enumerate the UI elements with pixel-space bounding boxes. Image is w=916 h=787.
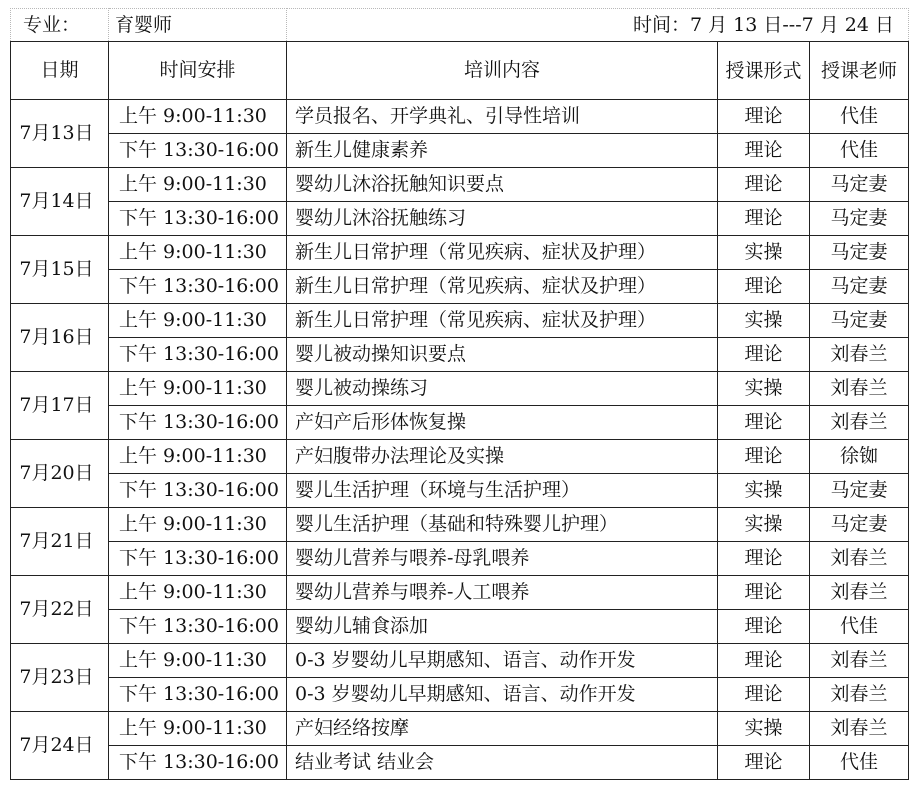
time-cell: 下午 13:30-16:00	[109, 542, 287, 576]
content-cell: 婴幼儿沐浴抚触练习	[287, 202, 718, 236]
type-cell: 理论	[718, 610, 810, 644]
content-cell: 结业考试 结业会	[287, 746, 718, 780]
date-cell: 7月13日	[11, 100, 109, 168]
type-cell: 理论	[718, 440, 810, 474]
table-row	[11, 576, 909, 610]
type-cell: 实操	[718, 236, 810, 270]
col-header-type: 授课形式	[718, 42, 810, 100]
type-cell: 理论	[718, 746, 810, 780]
time-cell: 上午 9:00-11:30	[109, 576, 287, 610]
content-cell: 新生儿日常护理（常见疾病、症状及护理）	[287, 236, 718, 270]
training-period: 时间：7 月 13 日---7 月 24 日	[287, 9, 909, 42]
teacher-cell: 马定妻	[810, 270, 909, 304]
type-cell: 理论	[718, 270, 810, 304]
teacher-cell: 代佳	[810, 746, 909, 780]
teacher-cell: 马定妻	[810, 508, 909, 542]
type-cell: 理论	[718, 100, 810, 134]
time-cell: 下午 13:30-16:00	[109, 134, 287, 168]
teacher-cell: 马定妻	[810, 236, 909, 270]
content-cell: 产妇经络按摩	[287, 712, 718, 746]
content-cell: 婴儿生活护理（基础和特殊婴儿护理）	[287, 508, 718, 542]
column-header-row	[11, 42, 909, 100]
table-row	[11, 134, 909, 168]
table-row	[11, 202, 909, 236]
time-cell: 上午 9:00-11:30	[109, 508, 287, 542]
type-cell: 实操	[718, 372, 810, 406]
content-cell: 婴儿生活护理（环境与生活护理）	[287, 474, 718, 508]
time-cell: 上午 9:00-11:30	[109, 236, 287, 270]
time-cell: 上午 9:00-11:30	[109, 100, 287, 134]
content-cell: 产妇腹带办法理论及实操	[287, 440, 718, 474]
teacher-cell: 徐铷	[810, 440, 909, 474]
table-row	[11, 746, 909, 780]
type-cell: 理论	[718, 202, 810, 236]
table-row	[11, 440, 909, 474]
date-cell: 7月21日	[11, 508, 109, 576]
time-cell: 下午 13:30-16:00	[109, 746, 287, 780]
teacher-cell: 刘春兰	[810, 712, 909, 746]
time-cell: 下午 13:30-16:00	[109, 474, 287, 508]
table-row	[11, 100, 909, 134]
content-cell: 婴幼儿营养与喂养-人工喂养	[287, 576, 718, 610]
teacher-cell: 刘春兰	[810, 338, 909, 372]
header-row	[11, 9, 909, 42]
schedule-table	[10, 8, 909, 780]
teacher-cell: 代佳	[810, 610, 909, 644]
content-cell: 婴幼儿营养与喂养-母乳喂养	[287, 542, 718, 576]
table-row	[11, 542, 909, 576]
type-cell: 实操	[718, 474, 810, 508]
type-cell: 理论	[718, 576, 810, 610]
teacher-cell: 代佳	[810, 100, 909, 134]
teacher-cell: 刘春兰	[810, 576, 909, 610]
table-row	[11, 474, 909, 508]
date-cell: 7月22日	[11, 576, 109, 644]
teacher-cell: 刘春兰	[810, 372, 909, 406]
teacher-cell: 马定妻	[810, 168, 909, 202]
table-row	[11, 168, 909, 202]
type-cell: 理论	[718, 338, 810, 372]
content-cell: 新生儿日常护理（常见疾病、症状及护理）	[287, 304, 718, 338]
content-cell: 学员报名、开学典礼、引导性培训	[287, 100, 718, 134]
col-header-time: 时间安排	[109, 42, 287, 100]
teacher-cell: 刘春兰	[810, 542, 909, 576]
date-cell: 7月20日	[11, 440, 109, 508]
time-cell: 下午 13:30-16:00	[109, 678, 287, 712]
type-cell: 理论	[718, 134, 810, 168]
time-cell: 下午 13:30-16:00	[109, 406, 287, 440]
type-cell: 理论	[718, 678, 810, 712]
time-cell: 下午 13:30-16:00	[109, 270, 287, 304]
teacher-cell: 刘春兰	[810, 678, 909, 712]
type-cell: 实操	[718, 304, 810, 338]
time-cell: 下午 13:30-16:00	[109, 610, 287, 644]
table-row	[11, 372, 909, 406]
date-cell: 7月17日	[11, 372, 109, 440]
time-cell: 上午 9:00-11:30	[109, 644, 287, 678]
table-row	[11, 236, 909, 270]
content-cell: 婴儿被动操练习	[287, 372, 718, 406]
time-cell: 上午 9:00-11:30	[109, 168, 287, 202]
time-cell: 上午 9:00-11:30	[109, 712, 287, 746]
type-cell: 理论	[718, 542, 810, 576]
col-header-date: 日期	[11, 42, 109, 100]
table-row	[11, 338, 909, 372]
table-row	[11, 270, 909, 304]
table-row	[11, 678, 909, 712]
table-row	[11, 610, 909, 644]
time-cell: 上午 9:00-11:30	[109, 304, 287, 338]
col-header-teacher: 授课老师	[810, 42, 909, 100]
table-row	[11, 712, 909, 746]
teacher-cell: 马定妻	[810, 304, 909, 338]
type-cell: 理论	[718, 406, 810, 440]
content-cell: 婴幼儿辅食添加	[287, 610, 718, 644]
type-cell: 实操	[718, 508, 810, 542]
content-cell: 婴幼儿沐浴抚触知识要点	[287, 168, 718, 202]
content-cell: 婴儿被动操知识要点	[287, 338, 718, 372]
teacher-cell: 马定妻	[810, 202, 909, 236]
teacher-cell: 刘春兰	[810, 644, 909, 678]
time-cell: 下午 13:30-16:00	[109, 338, 287, 372]
teacher-cell: 代佳	[810, 134, 909, 168]
date-cell: 7月15日	[11, 236, 109, 304]
content-cell: 0-3 岁婴幼儿早期感知、语言、动作开发	[287, 678, 718, 712]
content-cell: 新生儿健康素养	[287, 134, 718, 168]
teacher-cell: 刘春兰	[810, 406, 909, 440]
col-header-content: 培训内容	[287, 42, 718, 100]
content-cell: 0-3 岁婴幼儿早期感知、语言、动作开发	[287, 644, 718, 678]
content-cell: 新生儿日常护理（常见疾病、症状及护理）	[287, 270, 718, 304]
time-cell: 上午 9:00-11:30	[109, 440, 287, 474]
table-row	[11, 508, 909, 542]
time-cell: 下午 13:30-16:00	[109, 202, 287, 236]
table-row	[11, 406, 909, 440]
date-cell: 7月14日	[11, 168, 109, 236]
content-cell: 产妇产后形体恢复操	[287, 406, 718, 440]
date-cell: 7月24日	[11, 712, 109, 780]
table-row	[11, 304, 909, 338]
major-value: 育婴师	[109, 9, 287, 42]
type-cell: 理论	[718, 644, 810, 678]
major-label: 专业：	[11, 9, 109, 42]
date-cell: 7月23日	[11, 644, 109, 712]
teacher-cell: 马定妻	[810, 474, 909, 508]
date-cell: 7月16日	[11, 304, 109, 372]
time-cell: 上午 9:00-11:30	[109, 372, 287, 406]
type-cell: 实操	[718, 712, 810, 746]
table-row	[11, 644, 909, 678]
type-cell: 理论	[718, 168, 810, 202]
